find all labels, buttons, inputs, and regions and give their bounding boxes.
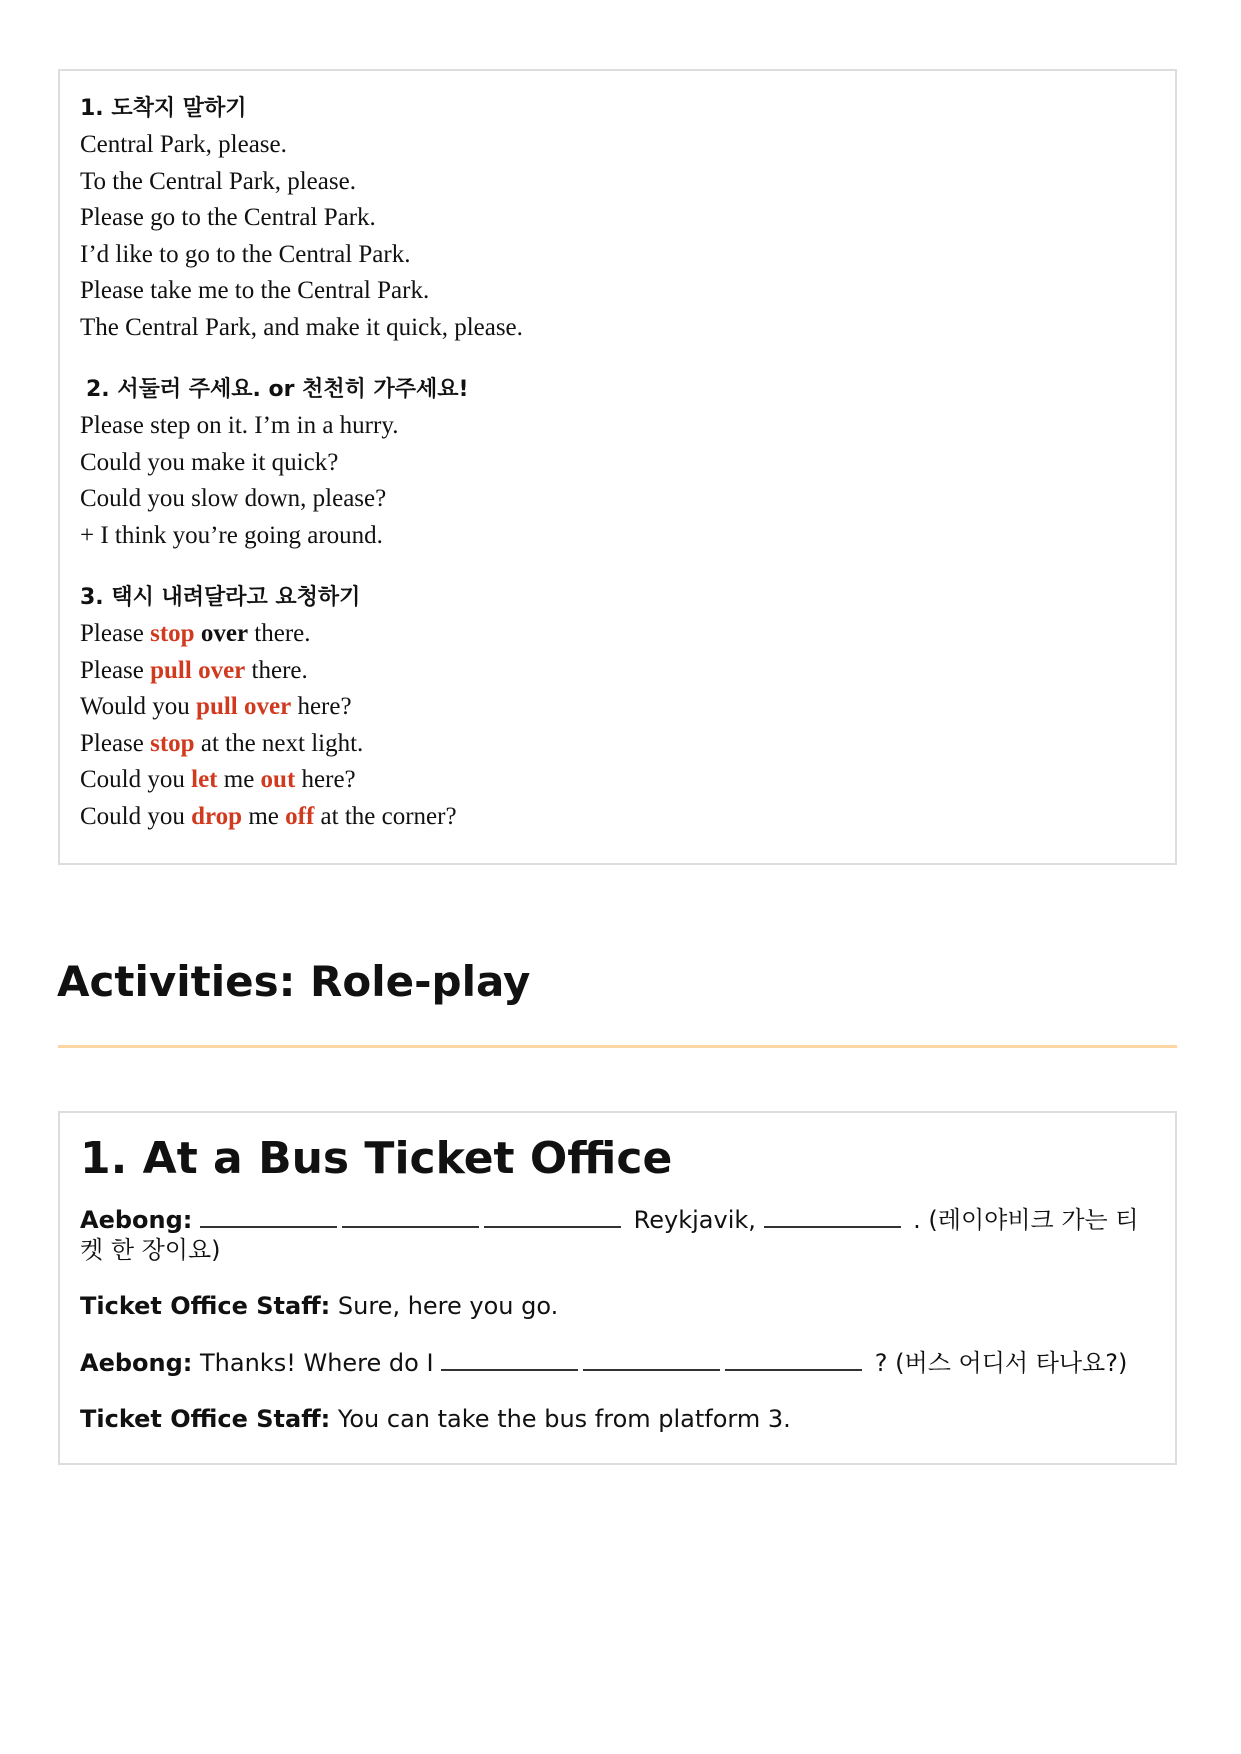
section-title-speed: 2. 서둘러 주세요. or 천천히 가주세요!	[86, 377, 469, 402]
phrase-line: Could you slow down, please?	[80, 485, 387, 512]
phrase-line: Please go to the Central Park.	[80, 204, 376, 231]
phrase-line: Please stop over there.	[80, 620, 311, 647]
highlight-word: let	[191, 766, 218, 793]
phrase-line: Could you drop me off at the corner?	[80, 802, 457, 830]
phrase-line: I’d like to go to the Central Park.	[80, 240, 411, 268]
speaker-label: Aebong:	[80, 1349, 193, 1377]
dialogue-line: Aebong: Reykjavik, . (레이야비크 가는 티켓 한 장이요)	[80, 1206, 1139, 1264]
activities-heading: Activities: Role-play	[57, 957, 531, 1006]
highlight-word: off	[285, 802, 315, 830]
phrase-line: Could you let me out here?	[80, 766, 356, 793]
phrase-line: Would you pull over here?	[80, 693, 352, 720]
highlight-word: pull over	[150, 656, 246, 684]
answer-blank[interactable]	[725, 1347, 862, 1371]
speaker-label: Ticket Office Staff:	[80, 1405, 331, 1433]
section-divider	[58, 1045, 1177, 1048]
phrase-line: Please stop at the next light.	[80, 729, 364, 757]
phrases-box	[58, 69, 1177, 865]
section-title-drop-off: 3. 택시 내려달라고 요청하기	[80, 585, 361, 610]
highlight-word: out	[260, 766, 296, 793]
answer-blank[interactable]	[484, 1204, 621, 1228]
phrase-line: Central Park, please.	[80, 131, 287, 158]
phrase-line: Please take me to the Central Park.	[80, 277, 430, 304]
bold-word: over	[200, 620, 249, 647]
dialogue-line: Ticket Office Staff: You can take the bus from platform 3.	[80, 1405, 791, 1433]
roleplay-title: 1. At a Bus Ticket Office	[80, 1133, 673, 1184]
answer-blank[interactable]	[441, 1347, 578, 1371]
phrase-line: Please step on it. I’m in a hurry.	[80, 412, 399, 439]
dialogue-line: Ticket Office Staff: Sure, here you go.	[80, 1292, 559, 1320]
highlight-word: pull over	[196, 693, 292, 720]
speaker-label: Aebong:	[80, 1206, 193, 1234]
answer-blank[interactable]	[200, 1204, 337, 1228]
roleplay-box	[58, 1111, 1177, 1465]
dialogue-line: Aebong: Thanks! Where do I ? (버스 어디서 타나요?)	[80, 1349, 1128, 1377]
answer-blank[interactable]	[764, 1204, 901, 1228]
answer-blank[interactable]	[583, 1347, 720, 1371]
phrase-line: + I think you’re going around.	[80, 521, 383, 549]
section-title-destination: 1. 도착지 말하기	[80, 96, 247, 121]
answer-blank[interactable]	[342, 1204, 479, 1228]
phrase-line: The Central Park, and make it quick, please.	[80, 313, 523, 341]
phrase-line: Could you make it quick?	[80, 448, 339, 476]
phrases-content	[80, 91, 523, 835]
speaker-label: Ticket Office Staff:	[80, 1292, 331, 1320]
phrase-line: Please pull over there.	[80, 656, 308, 684]
highlight-word: stop	[150, 729, 195, 757]
highlight-word: drop	[191, 802, 243, 830]
phrase-line: To the Central Park, please.	[80, 167, 356, 195]
highlight-word: stop	[150, 620, 195, 647]
